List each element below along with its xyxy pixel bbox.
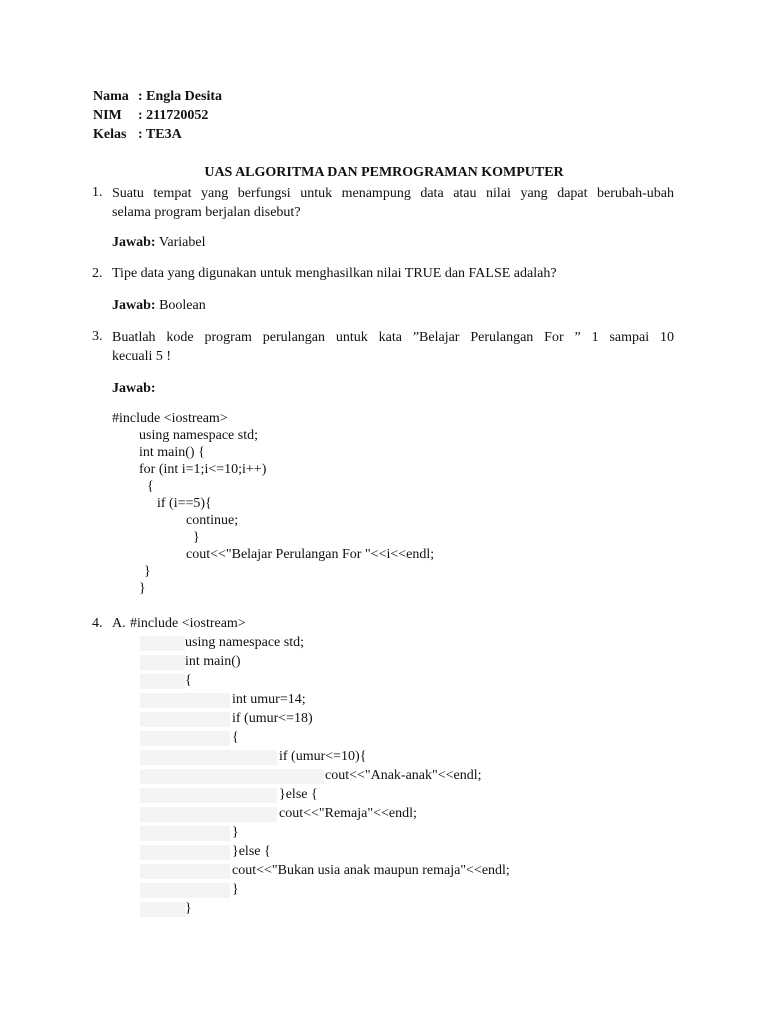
- q4-code-line: if (umur<=18): [232, 711, 313, 726]
- question-4-prefix: A.: [112, 616, 126, 631]
- indent-shade: [140, 845, 230, 860]
- indent-shade: [140, 902, 185, 917]
- question-3-line-1: Buatlah kode program perulangan untuk kata ”Belajar Perulangan For ” 1 sampai 10: [112, 330, 674, 345]
- question-2-number: 2.: [92, 266, 103, 281]
- indent-shade: [140, 731, 230, 746]
- q4-code-line: cout<<"Remaja"<<endl;: [279, 806, 417, 821]
- q3-code-line: cout<<"Belajar Perulangan For "<<i<<endl;: [186, 547, 435, 562]
- q4-code-line: }else {: [232, 844, 271, 859]
- indent-shade: [140, 636, 185, 651]
- nama-value: : Engla Desita: [138, 89, 222, 104]
- q3-code-line: }: [193, 530, 200, 545]
- question-1-line-2: selama program berjalan disebut?: [112, 205, 301, 220]
- indent-shade: [140, 655, 185, 670]
- q4-code-line: }: [185, 901, 192, 916]
- indent-shade: [140, 883, 230, 898]
- indent-shade: [140, 807, 277, 822]
- indent-shade: [140, 788, 277, 803]
- answer-1-value: Variabel: [158, 235, 206, 250]
- nama-label: Nama: [93, 89, 129, 104]
- answer-3-label: Jawab:: [112, 381, 156, 396]
- kelas-value: : TE3A: [138, 127, 182, 142]
- q4-code-line: if (umur<=10){: [279, 749, 367, 764]
- question-2-text: Tipe data yang digunakan untuk menghasilkan nilai TRUE dan FALSE adalah?: [112, 266, 557, 281]
- q3-code-line: for (int i=1;i<=10;i++): [139, 462, 267, 477]
- q3-code-line: using namespace std;: [139, 428, 258, 443]
- indent-shade: [140, 826, 230, 841]
- q4-code-line: {: [185, 673, 192, 688]
- answer-1-label: Jawab:: [112, 235, 156, 250]
- q4-code-line: int main(): [185, 654, 241, 669]
- q3-code-line: int main() {: [139, 445, 205, 460]
- q4-code-line: #include <iostream>: [130, 616, 246, 631]
- nim-value: : 211720052: [138, 108, 209, 123]
- nim-label: NIM: [93, 108, 122, 123]
- question-4-number: 4.: [92, 616, 103, 631]
- indent-shade: [140, 864, 230, 879]
- indent-shade: [140, 674, 185, 689]
- question-3-text: [112, 328, 674, 366]
- indent-shade: [140, 712, 230, 727]
- indent-shade: [140, 693, 230, 708]
- question-1-text: [112, 184, 674, 222]
- page-title: UAS ALGORITMA DAN PEMROGRAMAN KOMPUTER: [204, 165, 564, 180]
- q3-code-line: }: [139, 581, 146, 596]
- question-3-line-2: kecuali 5 !: [112, 349, 172, 364]
- indent-shade: [140, 769, 324, 784]
- q4-code-line: int umur=14;: [232, 692, 306, 707]
- q4-code-line: }else {: [279, 787, 318, 802]
- q4-code-line: }: [232, 825, 239, 840]
- q3-code-line: continue;: [186, 513, 239, 528]
- q3-code-line: if (i==5){: [157, 496, 212, 511]
- q4-code-line: }: [232, 882, 239, 897]
- kelas-label: Kelas: [93, 127, 127, 142]
- q4-code-line: cout<<"Anak-anak"<<endl;: [325, 768, 482, 783]
- q3-code-line: }: [144, 564, 151, 579]
- question-1-number: 1.: [92, 185, 103, 200]
- q3-code-line: #include <iostream>: [112, 411, 228, 426]
- question-1-line-1: Suatu tempat yang berfungsi untuk menampung data atau nilai yang dapat berubah-ubah: [112, 186, 674, 201]
- answer-2-label: Jawab:: [112, 298, 156, 313]
- q4-code-line: cout<<"Bukan usia anak maupun remaja"<<endl;: [232, 863, 510, 878]
- question-3-number: 3.: [92, 329, 103, 344]
- answer-1: [112, 234, 205, 252]
- indent-shade: [140, 750, 277, 765]
- q3-code-line: {: [147, 479, 154, 494]
- q4-code-line: {: [232, 730, 239, 745]
- answer-2-value: Boolean: [159, 298, 206, 313]
- q4-code-line: using namespace std;: [185, 635, 304, 650]
- answer-2: [112, 297, 206, 315]
